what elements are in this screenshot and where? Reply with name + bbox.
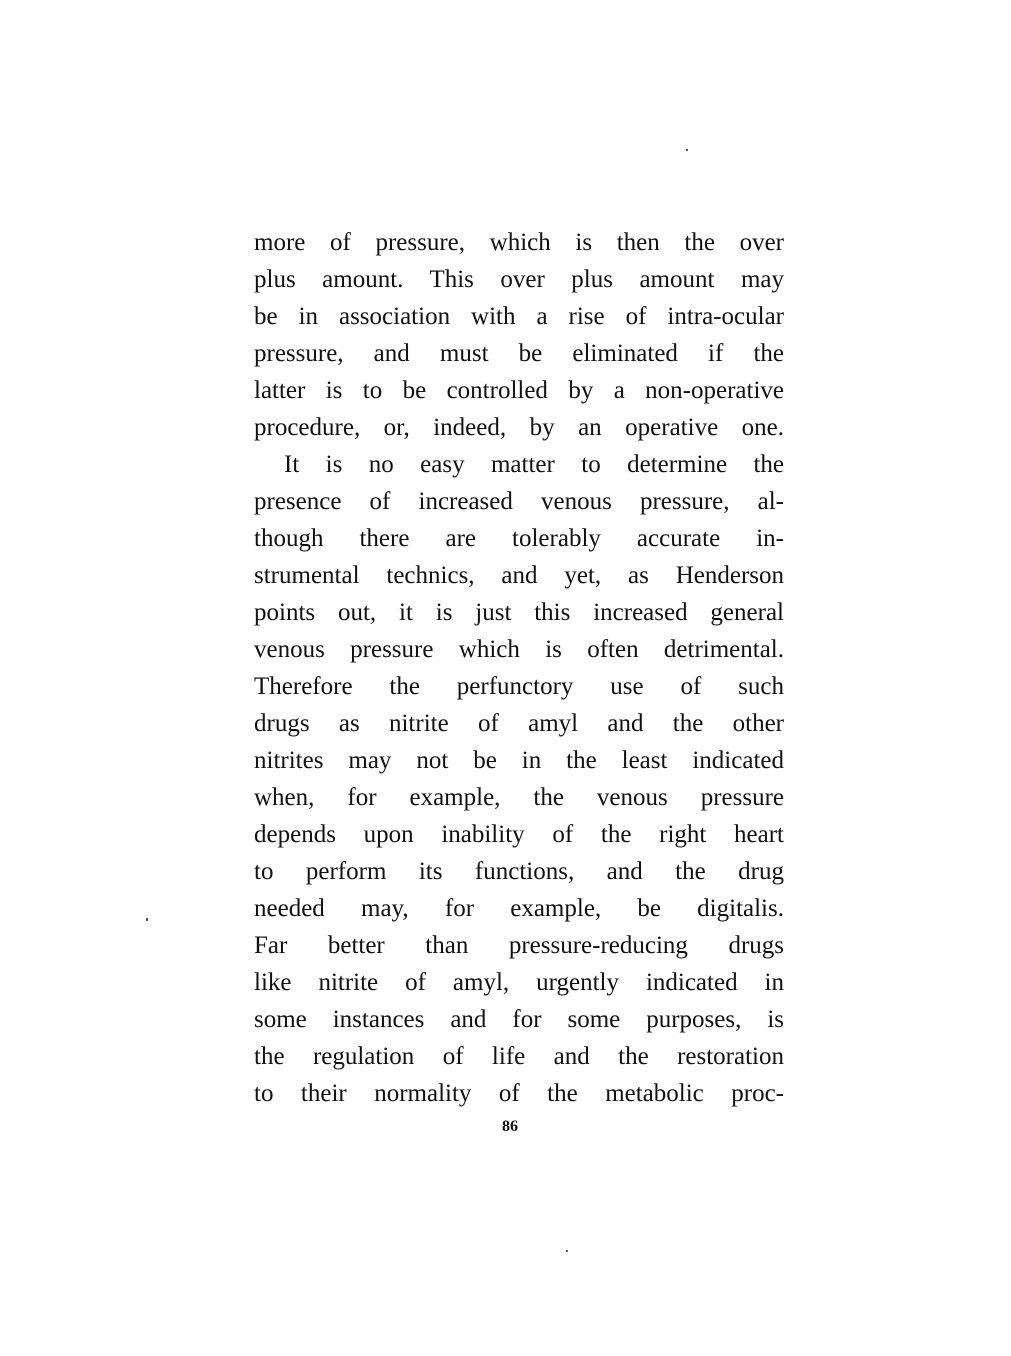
text-line: needed may, for example, be digitalis. xyxy=(254,895,784,922)
text-line: latter is to be controlled by a non-operative xyxy=(254,377,784,404)
text-line: to their normality of the metabolic proc- xyxy=(254,1080,784,1107)
text-line: It is no easy matter to determine the xyxy=(284,451,784,478)
text-line: be in association with a rise of intra-ocular xyxy=(254,303,784,330)
text-line: drugs as nitrite of amyl and the other xyxy=(254,710,784,737)
text-line: venous pressure which is often detrimental. xyxy=(254,636,784,663)
page-number: 86 xyxy=(502,1118,518,1135)
scan-speck xyxy=(686,149,688,151)
text-line: Far better than pressure-reducing drugs xyxy=(254,932,784,959)
text-line: when, for example, the venous pressure xyxy=(254,784,784,811)
text-line: to perform its functions, and the drug xyxy=(254,858,784,885)
paragraph-1 xyxy=(254,224,784,446)
text-line: plus amount. This over plus amount may xyxy=(254,266,784,293)
text-line: some instances and for some purposes, is xyxy=(254,1006,784,1033)
text-line: strumental technics, and yet, as Henderson xyxy=(254,562,784,589)
paragraph-2 xyxy=(254,446,784,1112)
body-text xyxy=(254,224,784,1112)
text-line: nitrites may not be in the least indicated xyxy=(254,747,784,774)
text-line: more of pressure, which is then the over xyxy=(254,229,784,256)
scan-speck xyxy=(566,1250,568,1252)
text-line: Therefore the perfunctory use of such xyxy=(254,673,784,700)
text-line: depends upon inability of the right heart xyxy=(254,821,784,848)
text-line: presence of increased venous pressure, al- xyxy=(254,488,784,515)
text-line: pressure, and must be eliminated if the xyxy=(254,340,784,367)
text-line: points out, it is just this increased general xyxy=(254,599,784,626)
text-line: though there are tolerably accurate in- xyxy=(254,525,784,552)
text-line: like nitrite of amyl, urgently indicated in xyxy=(254,969,784,996)
text-line: procedure, or, indeed, by an operative one. xyxy=(254,414,784,441)
scan-speck xyxy=(146,918,148,921)
text-line: the regulation of life and the restoration xyxy=(254,1043,784,1070)
